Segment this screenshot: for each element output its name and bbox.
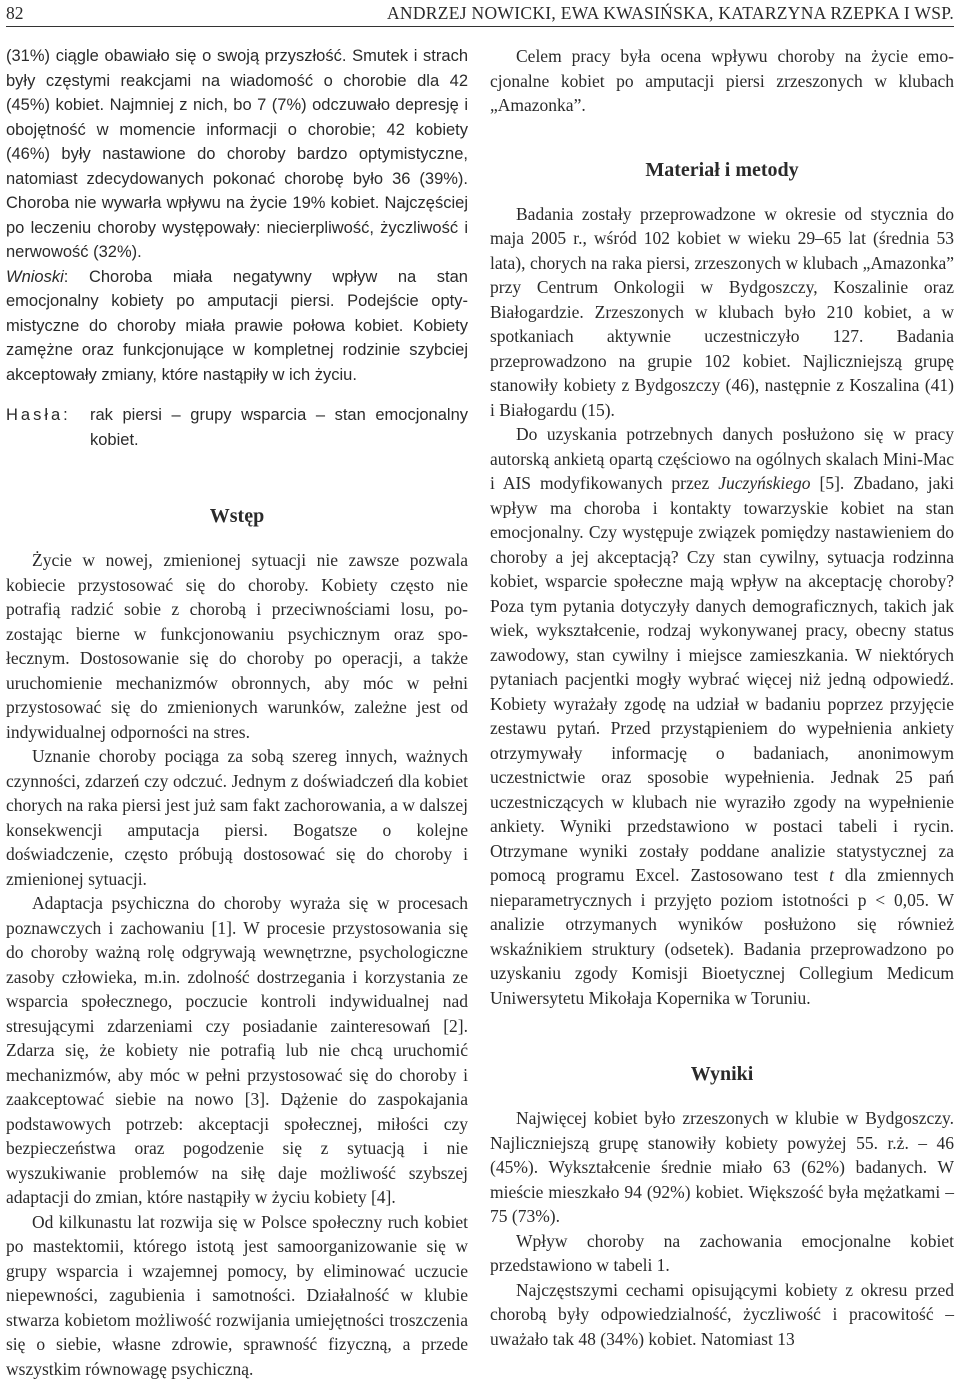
cited-author: Juczyńskiego — [718, 473, 811, 493]
results-paragraph-1: Najwięcej kobiet było zrzeszonych w klubie w Bydgoszczy. Najliczniejszą grupę stanowiły kobiety powyżej 55. r.ż. – 46 (45%). Wykształcenie średnie miało 63 (62%) badanych. W mieście mieszkało 94 (92%) kobiet. Większość była mężatkami – 75 (73%). — [490, 1108, 954, 1226]
keywords — [6, 403, 468, 452]
intro-paragraph-4: Od kilkunastu lat rozwija się w Polsce społeczny ruch kobiet po mastektomii, którego istotą jest samoorganizowanie się w grupy wsparcia i wzajemnej pomocy, by eliminować uczucie niepewności, zagubienia i samotności. Działalność w klubie stwarza kobietom możliwość rozwijania umiejętności troszczenia się o siebie, własne zdrowie, sprawność fizyczną, a przede wszystkim równowagę psychiczną. — [6, 1211, 468, 1379]
running-header — [6, 2, 954, 27]
keywords-text: rak piersi – grupy wsparcia – stan emocjonalny kobiet. — [90, 406, 468, 449]
methods-text-part-b: [5]. Zbadano, jaki wpływ ma choroba i kontakty towarzyskie kobiet na stan emocjonalny. Czy występuje związek pomiędzy nastawieniem do choroby a jej akceptacją? Czy stan cywilny, sytuacja rodzinna kobiet, wsparcie społeczne mają wpływ na akceptację choroby? Poza tym pytania dotyczyły danych demograficznych, takich jak wiek, wykształcenie, rodzaj wykonywanej pracy, obecny status zawodowy, stan cywilny i miejsce zamieszkania. W niektórych pytaniach pacjentki mogły wybrać więcej niż jedną odpowiedź. Kobiety wyrażały zgodę na udział w badaniu poprzez przyjęcie zestawu pytań. Przed przystąpieniem do wypełnienia ankiety otrzymywały informację o badaniach, anonimowym uczestnictwie oraz sposobie wypełnienia. Jednak 25 pań uczestniczących w klubach nie wyraziło zgody na wypełnienie ankiety. Wyniki przedstawiono w postaci tabeli i rycin. Otrzymane wyniki zostały poddane analizie statystycznej za pomocą programu Excel. Zastosowano test — [490, 473, 954, 885]
methods-paragraph-1: Badania zostały przeprowadzone w okresie od stycznia do maja 2005 r., wśród 102 kobiet w wieku 29–65 lat (średnia 53 lata), chorych na raka piersi, zrzeszonych w klubach „Amazonka” przy Centrum Onkologii w Bydgoszczy, Koszalinie oraz Białogardzie. Zrzeszonych w klubach było 210 kobiet, a w spotkaniach aktywnie uczestniczyło 127. Badania przeprowadzono na grupie 102 kobiet. Najliczniejszą grupę stanowiły kobiety z Bydgoszczy (46), następnie z Koszalina (41) i Białogardu (15). — [490, 203, 954, 420]
t-test-symbol: t — [829, 865, 834, 885]
left-column — [6, 44, 468, 1381]
abstract-conclusions — [6, 265, 468, 388]
right-column — [490, 44, 954, 1351]
methods-paragraph-2 — [490, 422, 954, 1010]
page-number: 82 — [6, 3, 24, 23]
aim-paragraph: Celem pracy była ocena wpływu choroby na życie emocjonalne kobiet po amputacji piersi zrzeszonych w klubach „Amazonka”. — [490, 46, 954, 115]
conclusions-label: Wnioski — [6, 267, 64, 286]
section-heading-introduction: Wstęp — [209, 505, 265, 527]
intro-paragraph-2: Uznanie choroby pociąga za sobą szereg innych, ważnych czynności, zdarzeń czy odczuć. Jednym z doświadczeń dla kobiet chorych na raka piersi jest już sam fakt zachorowania, a w dalszej konsekwencji amputacja piersi. Bogatsze o kolejne doświadczenie, często próbują dostosować się do choroby i zmienionej sytuacji. — [6, 746, 468, 889]
results-paragraph-3: Najczęstszymi cechami opisującymi kobiety z okresu przed chorobą były odpowiedzialność, życzliwość i pracowitość – uważało tak 48 (34%) kobiet. Natomiast 13 — [490, 1279, 954, 1349]
abstract-block — [6, 44, 468, 452]
methods-text-part-a: Do uzyskania potrzebnych danych posłużono się w pracy autorską ankietą opartą częściowo na ogólnych skalach Mini-Mac i AIS modyfikowanych przez — [490, 424, 954, 493]
intro-paragraph-1: Życie w nowej, zmienionej sytuacji nie zawsze pozwala kobiecie przystosować się do choroby. Kobiety często nie potrafią radzić sobie z chorobą i przeciwnościami losu, pozostając bierne w funkcjonowaniu psychicznym oraz społecznym. Dostosowanie się do choroby po operacji, a także uruchomienie mechanizmów obronnych, aby móc w pełni przystosować się do zmienionych warunków, zależne jest od indywidualnej odporności na stres. — [6, 550, 468, 742]
conclusions-text: : Choroba miała negatywny wpływ na stan emocjonalny kobiety po amputacji piersi. Podejście optymistyczne do choroby miała prawie połowa kobiet. Kobiety zamężne oraz funkcjonujące w kompletnej rodzinie szybciej akceptowały zmiany, które nastąpiły w ich życiu. — [6, 267, 468, 384]
section-heading-methods: Materiał i metody — [645, 158, 799, 181]
abstract-results-text: (31%) ciągle obawiało się o swoją przyszłość. Smutek i strach były częstymi reakcjami na wiadomość o chorobie dla 42 (45%) kobiet. Najmniej z nich, bo 7 (7%) odczuwało depresję i obojętność w momencie informacji o chorobie; 42 kobiety (46%) były nastawione do choroby bardzo optymistyczne, natomiast zdecydowanych pokonać chorobę było 36 (39%). Choroba nie wywarła wpływu na życie 19% kobiet. Najczęściej po leczeniu choroby występowały: niecierpliwość, życzliwość i nerwowość (32%). — [6, 47, 468, 261]
header-authors: ANDRZEJ NOWICKI, EWA KWASIŃSKA, KATARZYNA RZEPKA I WSP. — [386, 3, 954, 23]
results-paragraph-2: Wpływ choroby na zachowania emocjonalne kobiet przedstawiono w tabeli 1. — [490, 1230, 954, 1275]
methods-text-part-c: dla zmiennych nieparametrycznych i przyjęto poziom istotności p < 0,05. W analizie otrzymanych wyników posłużono się również wskaźnikiem struktury (odsetek). Badania przeprowadzono po uzyskaniu zgody Komisji Bioetycznej Collegium Medicum Uniwersytetu Mikołaja Kopernika w Toruniu. — [490, 865, 954, 1008]
section-heading-results: Wyniki — [690, 1063, 754, 1085]
keywords-label: Hasła: — [6, 406, 71, 424]
intro-paragraph-3: Adaptacja psychiczna do choroby wyraża się w procesach poznawczych i zachowaniu [1]. W procesie przystosowania się do choroby ważną rolę odgrywają wewnętrzne, psychologiczne zasoby człowieka, m.in. zdolność dostrzegania i korzystania ze wsparcia społecznego, poczucie kontroli indywidualnej nad stresującymi zdarzeniami czy posiadanie zainteresowań [2]. Zdarza się, że kobiety nie potrafią lub nie chcą uruchomić mechanizmów, aby móc w pełni przystosować się do choroby i zaakceptować siebie na nowo [3]. Dążenie do zaspokajania podstawowych potrzeb: akceptacji społecznej, miłości czy bezpieczeństwa oraz pogodzenie się z sytuacją i nie wyszukiwanie problemów na siłę daje możliwość szybszej adaptacji do zmian, które nastąpiły w życiu kobiety [4]. — [6, 893, 468, 1207]
